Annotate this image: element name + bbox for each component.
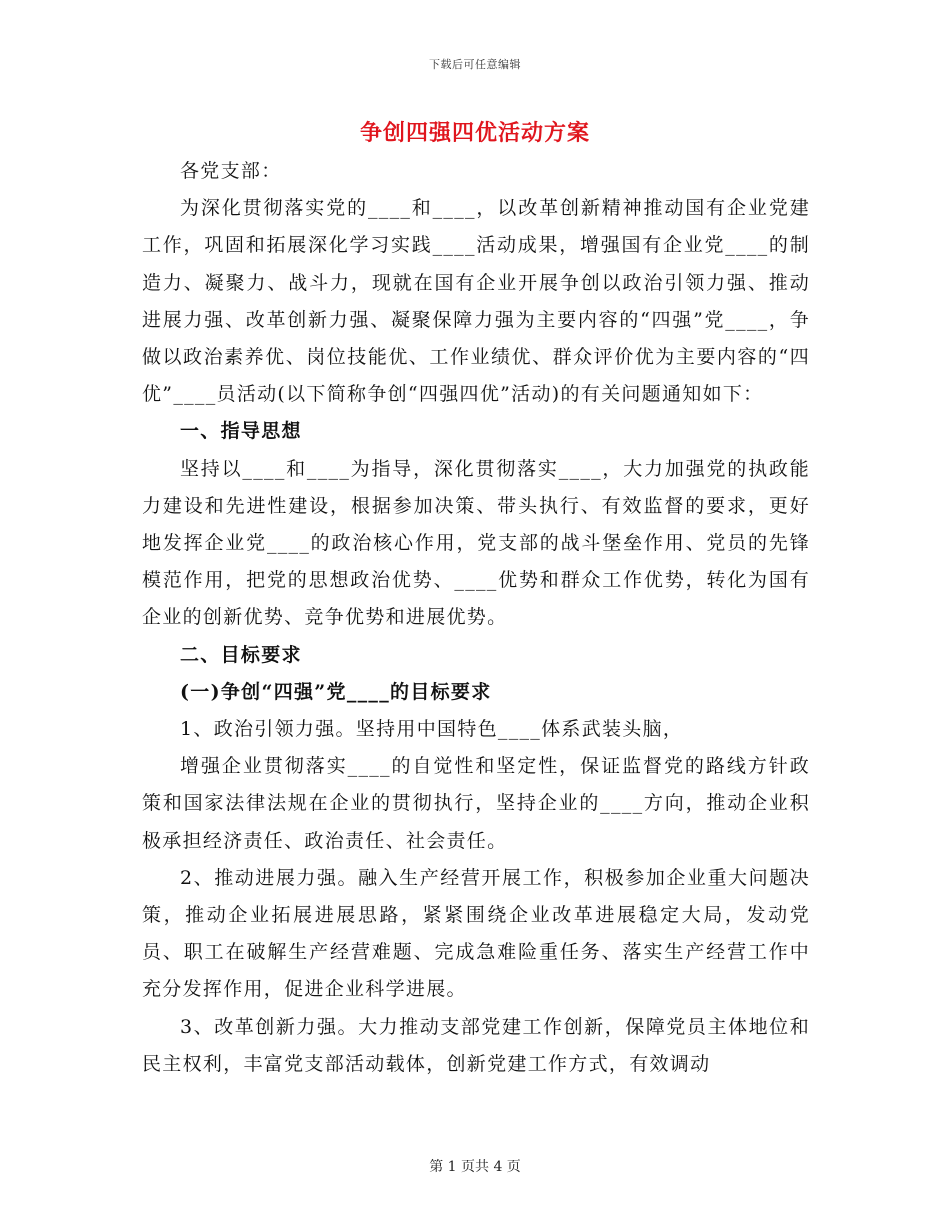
guiding-ideology-paragraph: 坚持以____和____为指导，深化贯彻落实____，大力加强党的执政能力建设和先进性建设，根据参加决策、带头执行、有效监督的要求，更好地发挥企业党____的政治核心作用，党支部的战斗堡垒作用、党员的先锋模范作用，把党的思想政治优势、____优势和群众工作优势，转化为国有企业的创新优势、竞争优势和进展优势。 xyxy=(142,457,810,629)
subsection-heading-four-strong: (一)争创“四强”党____的目标要求 xyxy=(180,680,492,703)
page-footer: 第 1 页共 4 页 xyxy=(429,1159,521,1175)
salutation: 各党支部： xyxy=(180,160,282,182)
goal-item-2: 2、推动进展力强。融入生产经营开展工作，积极参加企业重大问题决策，推动企业拓展进展思路，紧紧围绕企业改革进展稳定大局，发动党员、职工在破解生产经营难题、完成急难险重任务、落实生产经营工作中充分发挥作用，促进企业科学进展。 xyxy=(142,866,810,1001)
section-heading-goals: 二、目标要求 xyxy=(180,643,302,666)
intro-paragraph: 为深化贯彻落实党的____和____，以改革创新精神推动国有企业党建工作，巩固和拓展深化学习实践____活动成果，增强国有企业党____的制造力、凝聚力、战斗力，现就在国有企业开展争创以政治引领力强、推动进展力强、改革创新力强、凝聚保障力强为主要内容的“四强”党____，争做以政治素养优、岗位技能优、工作业绩优、群众评价优为主要内容的“四优”____员活动(以下简称争创“四强四优”活动)的有关问题通知如下： xyxy=(142,197,810,406)
goal-item-1-body: 增强企业贯彻落实____的自觉性和坚定性，保证监督党的路线方针政策和国家法律法规在企业的贯彻执行，坚持企业的____方向，推动企业积极承担经济责任、政治责任、社会责任。 xyxy=(142,755,810,852)
goal-item-1-lead: 1、政治引领力强。坚持用中国特色____体系武装头脑， xyxy=(180,718,684,741)
page-header: 下载后可任意编辑 xyxy=(429,58,521,71)
goal-item-3: 3、改革创新力强。大力推动支部党建工作创新，保障党员主体地位和民主权利，丰富党支部活动载体，创新党建工作方式，有效调动 xyxy=(142,1015,810,1075)
document-body xyxy=(142,153,810,1083)
section-heading-guiding-ideology: 一、指导思想 xyxy=(180,420,302,443)
document-title: 争创四强四优活动方案 xyxy=(359,120,590,146)
